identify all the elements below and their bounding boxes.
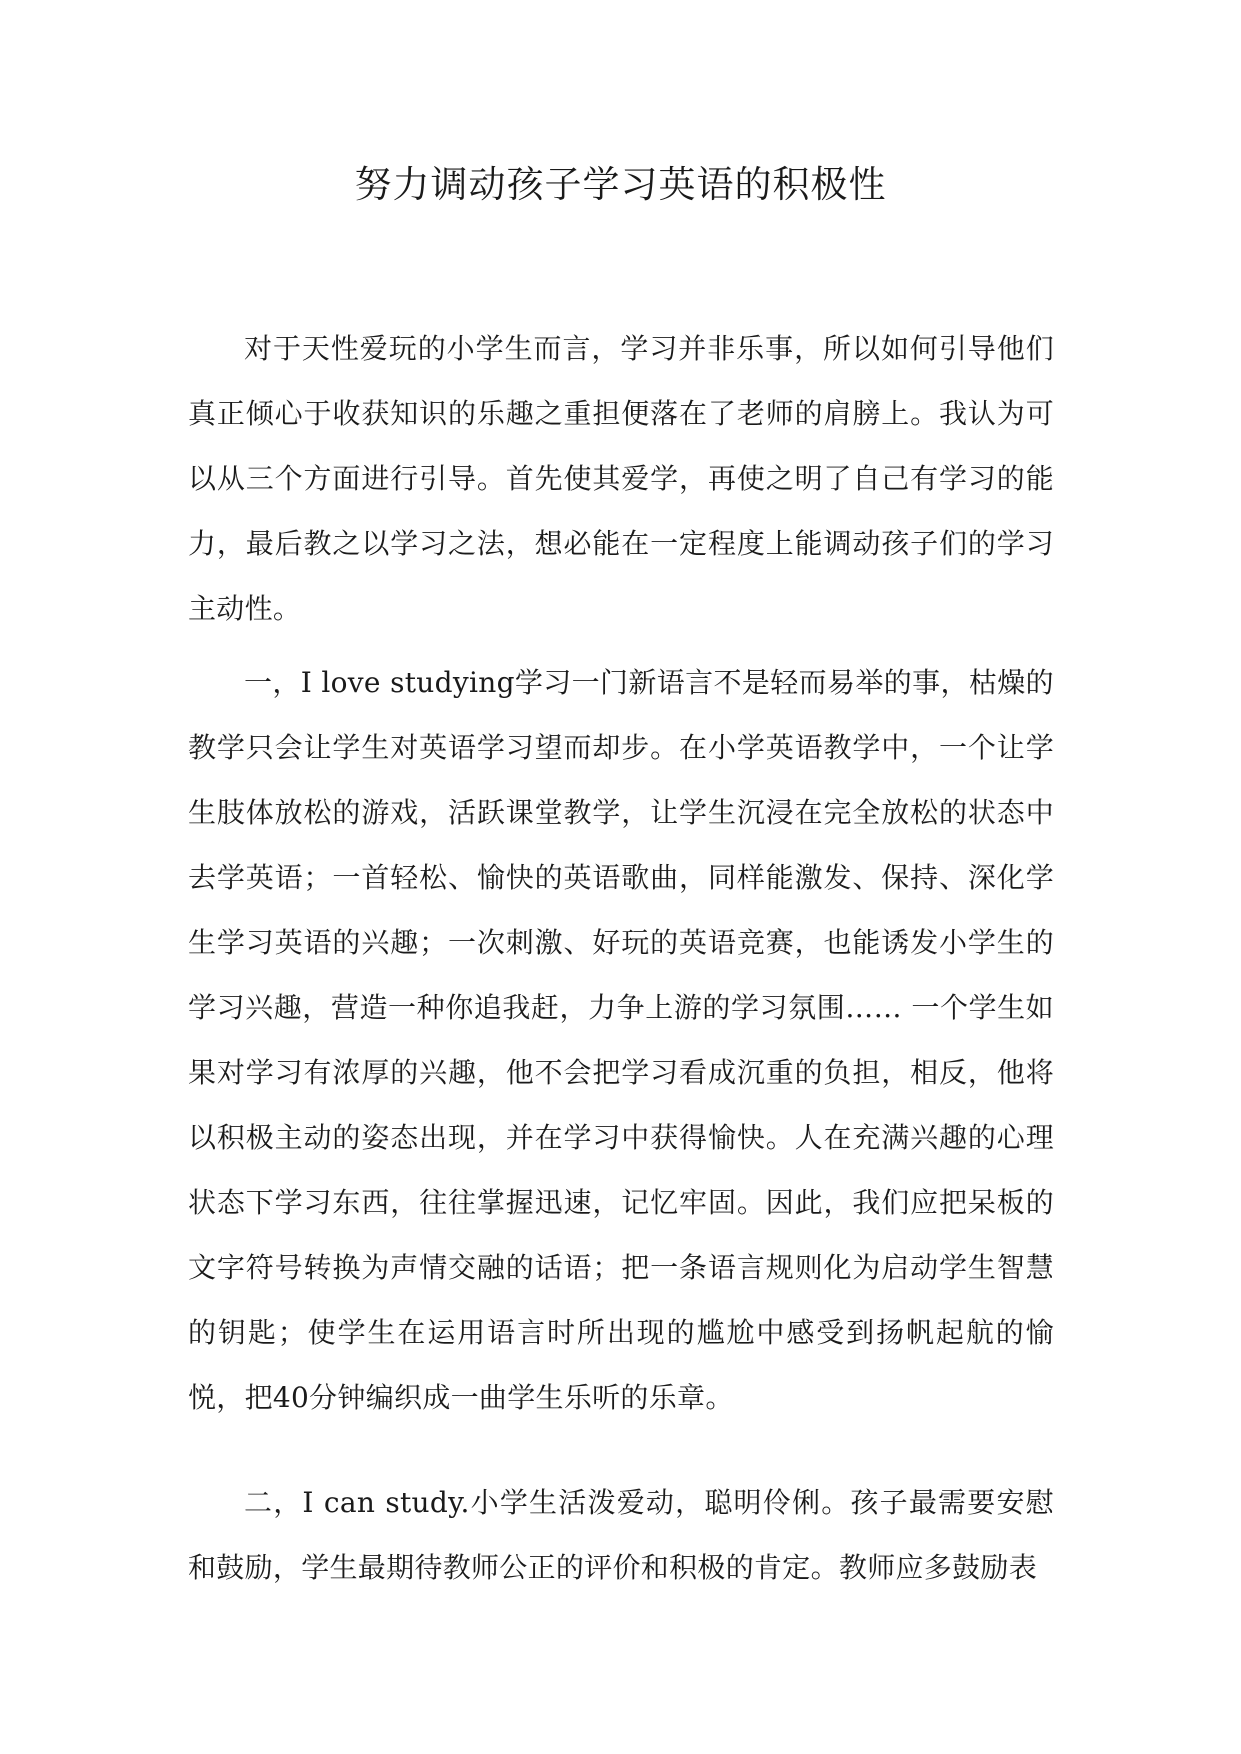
paragraph-intro: 对于天性爱玩的小学生而言，学习并非乐事，所以如何引导他们真正倾心于收获知识的乐趣之重担便落在了老师的肩膀上。我认为可以从三个方面进行引导。首先使其爱学，再使之明了自己有学习的能力，最后教之以学习之法，想必能在一定程度上能调动孩子们的学习主动性。 (188, 332, 1054, 625)
paragraph-section-one: 一，I love studying学习一门新语言不是轻而易举的事，枯燥的教学只会让学生对英语学习望而却步。在小学英语教学中，一个让学生肢体放松的游戏，活跃课堂教学，让学生沉浸在完全放松的状态中去学英语；一首轻松、愉快的英语歌曲，同样能激发、保持、深化学生学习英语的兴趣；一次刺激、好玩的英语竞赛，也能诱发小学生的学习兴趣，营造一种你追我赶，力争上游的学习氛围…… 一个学生如果对学习有浓厚的兴趣，他不会把学习看成沉重的负担，相反，他将以积极主动的姿态出现，并在学习中获得愉快。人在充满兴趣的心理状态下学习东西，往往掌握迅速，记忆牢固。因此，我们应把呆板的文字符号转换为声情交融的话语；把一条语言规则化为启动学生智慧的钥匙；使学生在运用语言时所出现的尴尬中感受到扬帆起航的愉悦，把40分钟编织成一曲学生乐听的乐章。 (188, 666, 1054, 1414)
document-title: 努力调动孩子学习英语的积极性 (354, 163, 887, 206)
paragraph-section-two: 二，I can study.小学生活泼爱动，聪明伶俐。孩子最需要安慰和鼓励，学生最期待教师公正的评价和积极的肯定。教师应多鼓励表 (188, 1486, 1054, 1584)
paragraph-block (188, 650, 1054, 1430)
paragraph-block (188, 1470, 1054, 1600)
paragraph-block (188, 316, 1054, 641)
